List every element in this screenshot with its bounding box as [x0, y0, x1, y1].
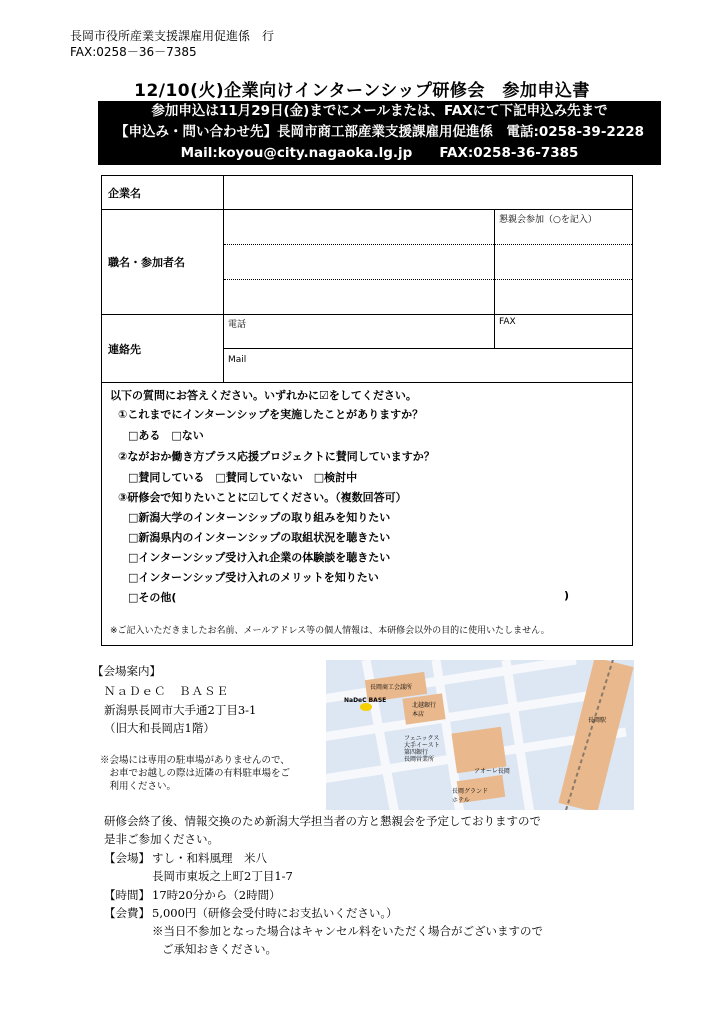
questionnaire — [102, 383, 633, 646]
position-label: 職名・参加者名 — [102, 210, 224, 315]
social-intro-2: 是非ご参加ください。 — [104, 832, 219, 846]
social-intro-1: 研修会終了後、情報交換のため新潟大学担当者の方と懇親会を予定しておりますので — [104, 814, 541, 828]
map-label-phoenix — [404, 735, 440, 763]
map-label-phoenix-2: 大手イースト — [404, 742, 440, 749]
mail-field[interactable] — [224, 349, 633, 383]
application-form — [101, 175, 633, 646]
participant-name-field-3[interactable] — [224, 280, 494, 314]
company-field[interactable] — [224, 176, 633, 210]
parking-note-line-3: 利用ください。 — [100, 781, 177, 792]
mail-label: Mail — [228, 355, 247, 365]
party-attendance — [495, 210, 633, 315]
question-2: ②ながおか働き方プラス応援プロジェクトに賛同していますか？ — [118, 450, 435, 463]
question-3-option-1[interactable]: □新潟大学のインターンシップの取り組みを知りたい — [128, 511, 391, 524]
social-fee: 5,000円（研修会受付時にお支払いください。） — [152, 906, 398, 920]
social-place-label: 【会場】 — [104, 851, 150, 865]
recipient-line: 長岡市役所産業支援課雇用促進係 行 — [70, 29, 275, 43]
questions-intro: 以下の質問にお答えください。いずれかに☑をしてください。 — [110, 389, 417, 402]
recipient-fax: FAX:0258－36－7385 — [70, 45, 197, 59]
participant-name-field-1[interactable] — [224, 210, 494, 245]
venue-address: 新潟県長岡市大手通2丁目3-1 — [104, 703, 257, 717]
company-label: 企業名 — [102, 176, 224, 210]
fax-label: FAX — [499, 317, 516, 327]
party-field-2[interactable] — [495, 245, 632, 280]
map-label-aore: アオーレ長岡 — [474, 768, 510, 775]
question-3: ③研修会で知りたいことに☑してください。（複数回答可） — [118, 491, 407, 504]
map-label-chamber: 長岡商工会議所 — [370, 684, 413, 691]
map-label-hotel — [452, 786, 488, 804]
question-3-other-close: ) — [564, 589, 570, 602]
venue-name: ＮａＤｅＣ ＢＡＳＥ — [104, 684, 229, 698]
fax-field[interactable] — [495, 315, 633, 349]
map-label-hotel-1: 長岡グランド — [452, 788, 489, 795]
map-label-hokuetsu — [412, 700, 436, 718]
parking-note-line-2: お車でお越しの際は近隣の有料駐車場をご — [100, 768, 291, 779]
map-label-station: 長岡駅 — [588, 717, 607, 724]
map-label-hokuetsu-1: 北越銀行 — [412, 702, 437, 709]
contact-label: 連絡先 — [102, 315, 224, 383]
parking-note-line-1: ※会場には専用の駐車場がありませんので、 — [100, 755, 290, 766]
venue-former-name: （旧大和長岡店1階） — [104, 721, 215, 735]
parking-note — [100, 754, 290, 793]
map-label-hokuetsu-2: 本店 — [412, 711, 425, 718]
banner-contact: 【申込み・問い合わせ先】長岡市商工部産業支援課雇用促進係 電話:0258-39-2228 — [114, 124, 645, 140]
banner-deadline: 参加申込は11月29日(金)までにメールまたは、FAXにて下記申込み先まで — [151, 103, 608, 119]
map-label-phoenix-3: 第四銀行 — [404, 749, 429, 756]
venue-heading: 【会場案内】 — [92, 664, 161, 678]
venue-map — [326, 660, 634, 810]
map-label-phoenix-1: フェニックス — [404, 735, 440, 742]
submission-banner — [98, 101, 661, 165]
phone-label: 電話 — [228, 320, 247, 330]
question-3-option-other[interactable]: □その他( — [128, 591, 177, 604]
question-2-options[interactable]: □賛同している □賛同していない □検討中 — [128, 471, 358, 484]
social-cancel-1: ※当日不参加となった場合はキャンセル料をいただく場合がございますので — [152, 924, 543, 938]
party-label: 懇親会参加（○を記入） — [499, 215, 597, 225]
participant-names — [224, 210, 495, 315]
page-title: 12/10(火)企業向けインターンシップ研修会 参加申込書 — [134, 81, 590, 101]
social-place: すし・和料風理 米八 — [152, 851, 267, 865]
banner-mail-fax: Mail:koyou@city.nagaoka.lg.jp FAX:0258-36-7385 — [180, 145, 579, 161]
social-place-address: 長岡市東坂之上町2丁目1-7 — [152, 869, 293, 883]
question-3-option-2[interactable]: □新潟県内のインターンシップの取組状況を聴きたい — [128, 531, 391, 544]
question-1: ①これまでにインターンシップを実施したことがありますか？ — [118, 408, 424, 421]
question-3-option-4[interactable]: □インターンシップ受け入れのメリットを知りたい — [128, 571, 379, 584]
privacy-note: ※ご記入いただきましたお名前、メールアドレス等の個人情報は、本研修会以外の目的に使用いたしません。 — [110, 626, 550, 636]
social-time-label: 【時間】 — [104, 888, 150, 902]
map-label-phoenix-4: 長岡営業所 — [404, 756, 435, 763]
social-fee-label: 【会費】 — [104, 906, 150, 920]
social-cancel-2: ご承知おきください。 — [162, 942, 277, 956]
question-1-options[interactable]: □ある □ない — [128, 429, 204, 442]
social-time: 17時20分から（2時間） — [152, 888, 281, 902]
map-label-hotel-2: ホテル — [452, 797, 470, 804]
phone-field[interactable] — [224, 315, 495, 349]
question-3-option-3[interactable]: □インターンシップ受け入れ企業の体験談を聴きたい — [128, 551, 391, 564]
participant-name-field-2[interactable] — [224, 245, 494, 280]
party-field-1[interactable] — [495, 210, 632, 245]
party-field-3[interactable] — [495, 280, 632, 314]
map-label-nadec: NaDeC BASE — [344, 697, 387, 704]
